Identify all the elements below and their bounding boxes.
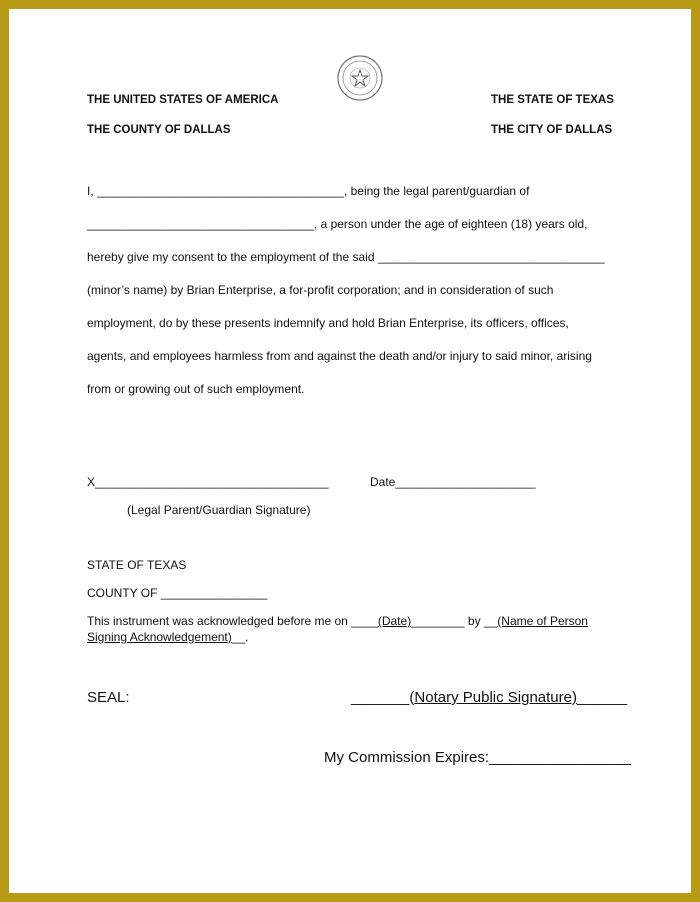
signature-date-line[interactable]: Date_____________________ [370, 475, 536, 489]
ack-county[interactable]: COUNTY OF ________________ [87, 586, 268, 600]
state-seal-icon [336, 54, 384, 102]
consent-line-4: (minor’s name) by Brian Enterprise, a for-profit corporation; and in consideration of such [87, 283, 554, 297]
consent-line-5: employment, do by these presents indemnify and hold Brian Enterprise, its officers, offices, [87, 316, 569, 330]
notary-sig-suffix: ______ [576, 689, 628, 706]
header-city: THE CITY OF DALLAS [491, 124, 613, 136]
ack-line1-mid: ________ by __ [411, 614, 498, 628]
ack-line2-suffix: __. [231, 630, 249, 644]
ack-state: STATE OF TEXAS [87, 558, 187, 572]
ack-line-1 [87, 614, 588, 628]
header-country: THE UNITED STATES OF AMERICA [87, 94, 279, 106]
consent-line-6: agents, and employees harmless from and against the death and/or injury to said minor, arising [87, 349, 592, 363]
signature-caption: (Legal Parent/Guardian Signature) [127, 503, 311, 517]
notary-signature-line[interactable] [351, 689, 627, 706]
commission-expires-line[interactable]: My Commission Expires:_________________ [324, 749, 631, 766]
ack-name-placeholder-1[interactable]: (Name of Person [497, 614, 588, 628]
notary-sig-placeholder: Notary Public Signature) [414, 689, 577, 706]
notary-sig-prefix: _______( [351, 689, 415, 706]
consent-line-2: __________________________________, a person under the age of eighteen (18) years old, [87, 217, 588, 231]
ack-line-2 [87, 630, 248, 644]
ack-name-placeholder-2[interactable]: Signing Acknowledgement) [87, 630, 232, 644]
guardian-signature-line[interactable]: X___________________________________ [87, 475, 329, 489]
header-state: THE STATE OF TEXAS [491, 94, 614, 106]
ack-date-placeholder[interactable]: (Date) [377, 614, 412, 628]
seal-label: SEAL: [87, 689, 130, 706]
consent-line-7: from or growing out of such employment. [87, 382, 305, 396]
ack-line1-prefix: This instrument was acknowledged before me on ____ [87, 614, 378, 628]
consent-line-3: hereby give my consent to the employment of the said __________________________________ [87, 250, 605, 264]
header-county: THE COUNTY OF DALLAS [87, 124, 231, 136]
consent-line-1: I, _____________________________________, being the legal parent/guardian of [87, 184, 530, 198]
